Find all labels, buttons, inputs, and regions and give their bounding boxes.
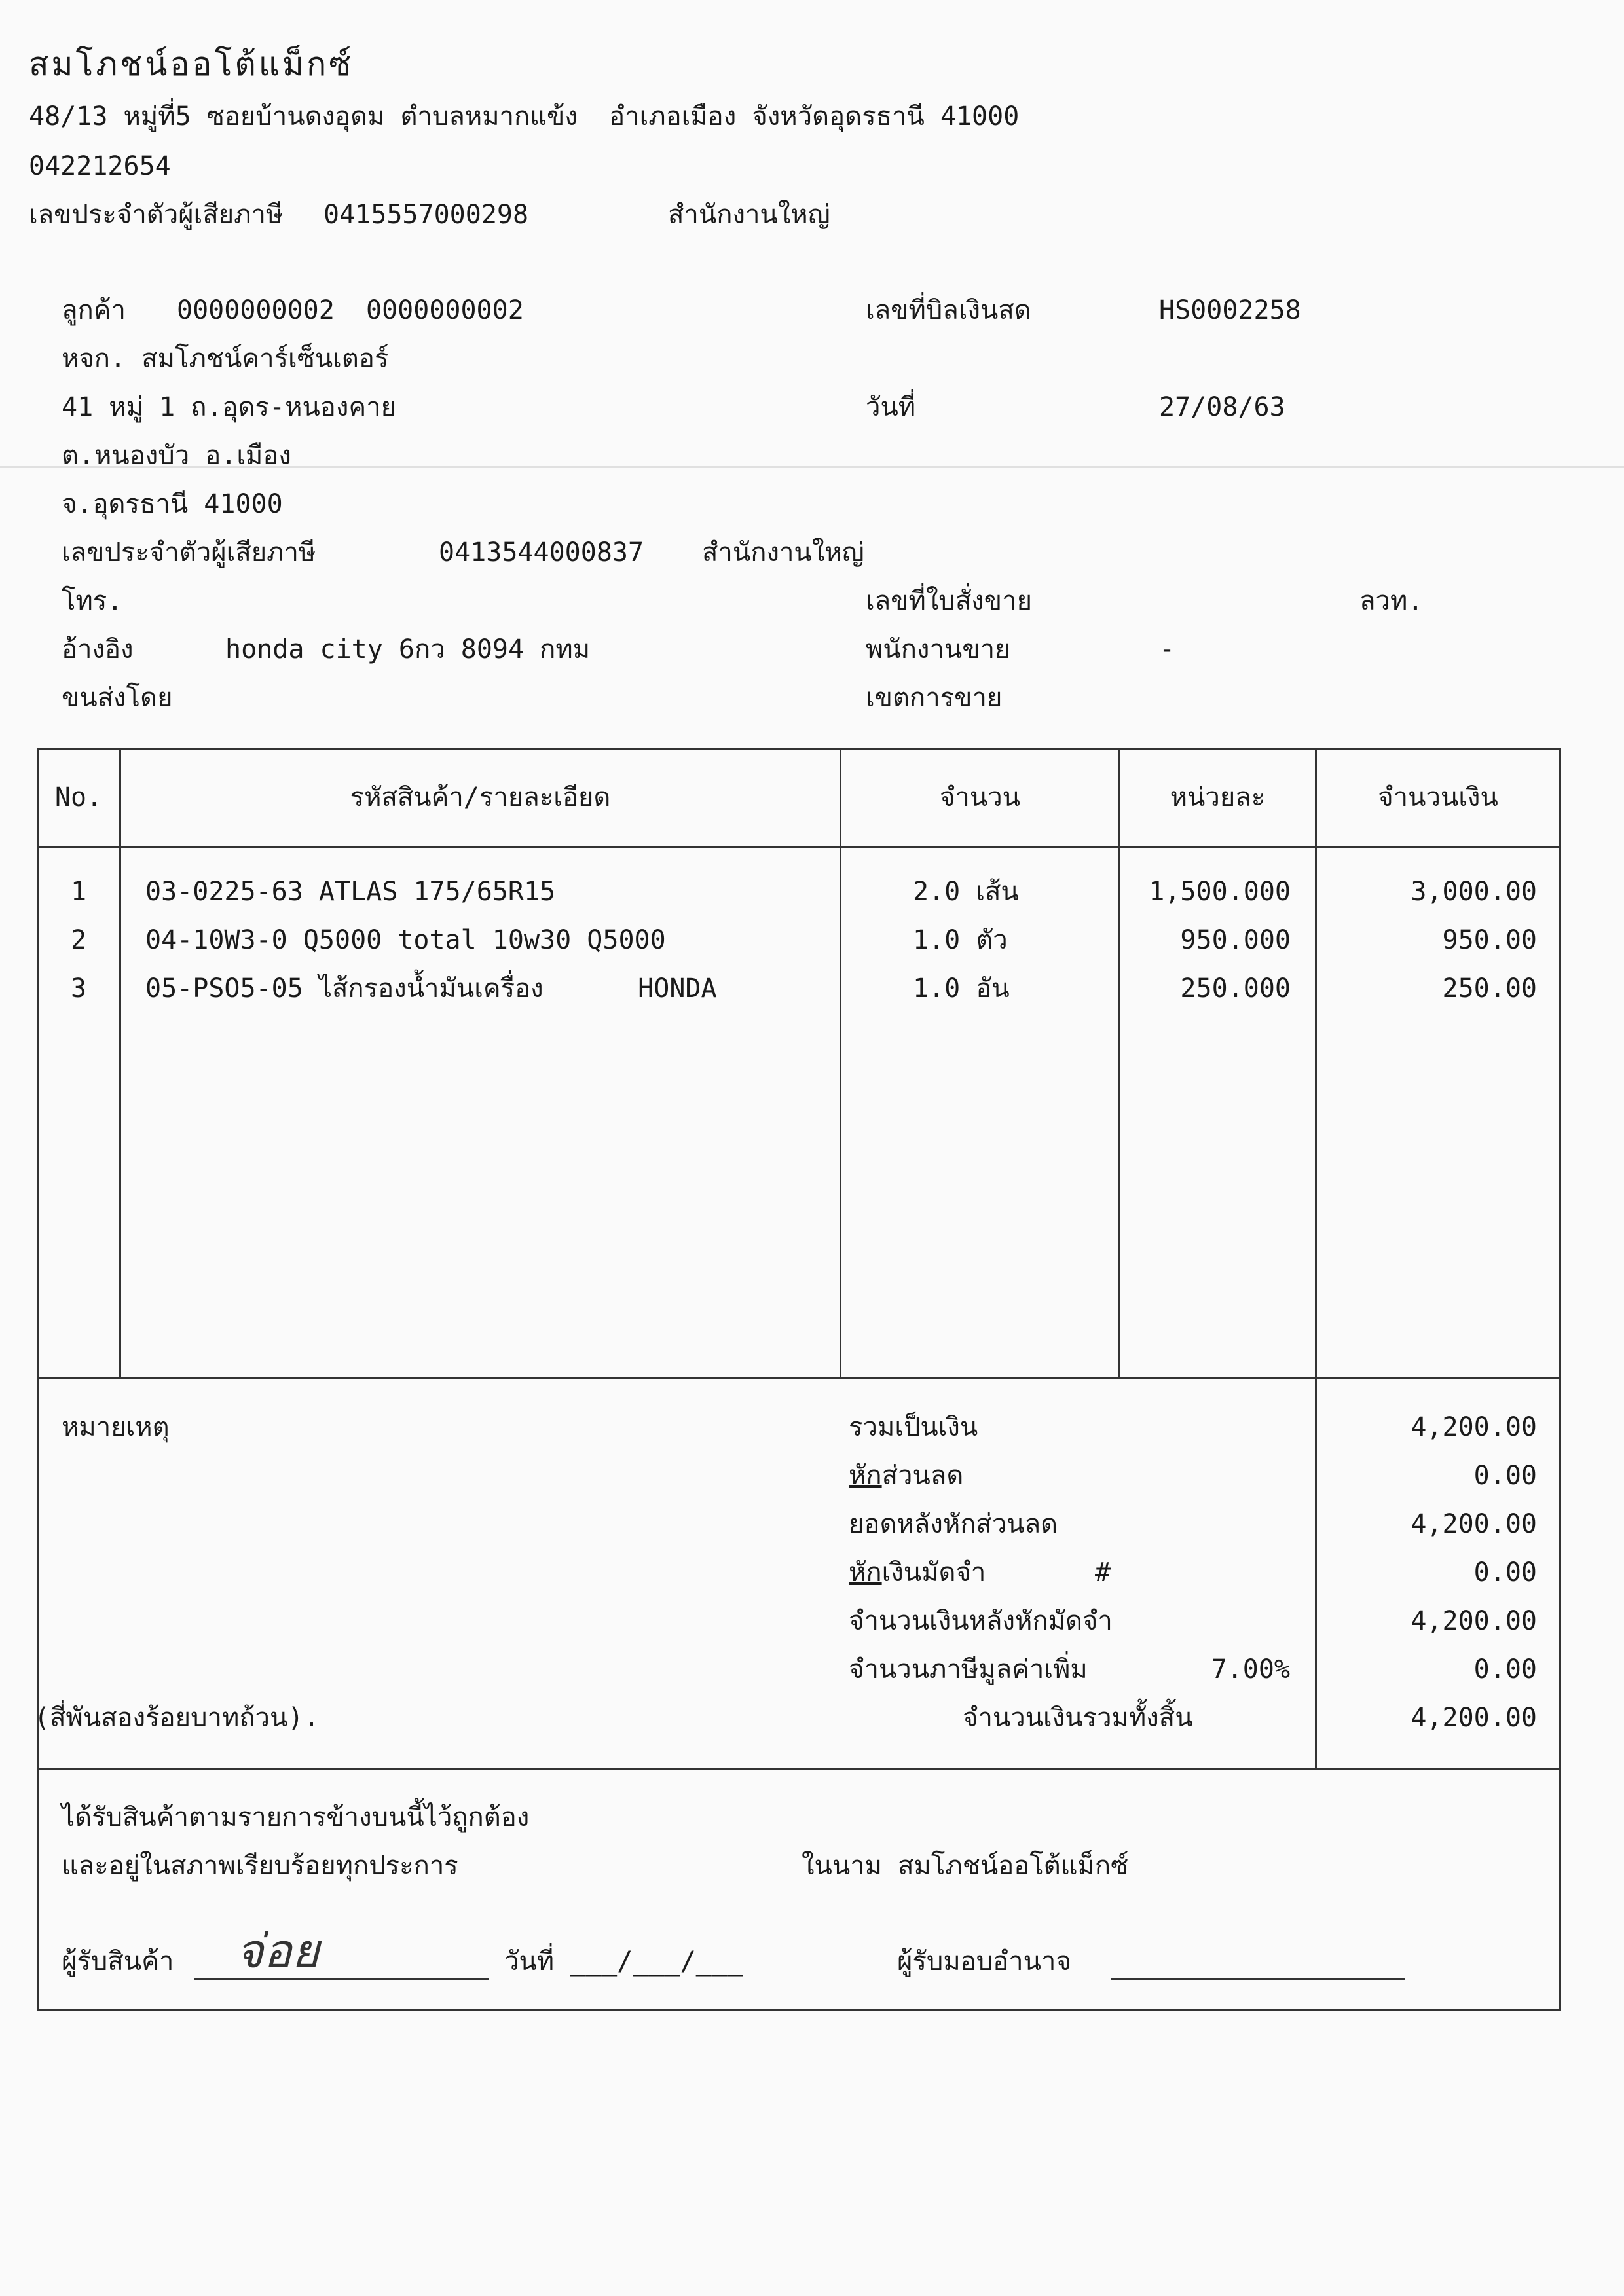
after-discount-label: ยอดหลังหักส่วนลด [849, 1509, 1058, 1539]
receive-date-label: วันที่ [504, 1946, 555, 1977]
summary-bottom [37, 1768, 1561, 1770]
salesperson-label: พนักงานขาย [866, 634, 1010, 665]
row-description: 04-10W3-0 Q5000 total 10w30 Q5000 [145, 925, 666, 955]
company-tax-id: 0415557000298 [323, 200, 529, 230]
col-divider-no [119, 748, 121, 1377]
header-description: รหัสสินค้า/รายละเอียด [350, 782, 611, 812]
header-amount: จำนวนเงิน [1378, 782, 1498, 812]
row-quantity: 1.0 ตัว [913, 925, 1008, 955]
vat-label: จำนวนภาษีมูลค่าเพิ่ม [849, 1654, 1088, 1685]
footer-bottom [37, 2009, 1561, 2011]
authorized-label: ผู้รับมอบอำนาจ [897, 1946, 1071, 1977]
company-branch: สำนักงานใหญ่ [668, 200, 830, 230]
customer-address-line1: 41 หมู่ 1 ถ.อุดร-หนองคาย [62, 392, 397, 422]
table-border-right [1559, 748, 1561, 2011]
sales-order-label: เลขที่ใบสั่งขาย [866, 586, 1033, 616]
table-header-divider [37, 846, 1561, 848]
row-amount: 3,000.00 [1411, 877, 1537, 907]
remark-label: หมายเหตุ [62, 1412, 170, 1442]
bill-number-label: เลขที่บิลเงินสด [866, 295, 1031, 325]
company-name: สมโภชน์ออโต้แม็กซ์ [29, 45, 354, 83]
reference-value: honda city 6กว 8094 กทม [225, 634, 591, 665]
deposit-hash: # [1095, 1558, 1111, 1588]
customer-address-line2: ต.หนองบัว อ.เมือง [62, 441, 291, 471]
subtotal-value: 4,200.00 [1411, 1412, 1537, 1442]
discount-label-deduct: หัก [849, 1461, 882, 1491]
salesperson-value: - [1159, 634, 1175, 665]
row-description: 03-0225-63 ATLAS 175/65R15 [145, 877, 556, 907]
company-phone: 042212654 [29, 151, 171, 181]
customer-label: ลูกค้า [62, 295, 126, 325]
row-no: 3 [70, 974, 87, 1004]
header-quantity: จำนวน [939, 782, 1021, 812]
row-unit-price: 950.000 [1180, 925, 1291, 955]
deposit-label-text: เงินมัดจำ [881, 1558, 986, 1588]
grand-total-label: จำนวนเงินรวมทั้งสิ้น [963, 1703, 1193, 1733]
customer-tax-id-label: เลขประจำตัวผู้เสียภาษี [62, 538, 316, 568]
sales-area-label: เขตการขาย [866, 683, 1003, 713]
row-amount: 950.00 [1442, 925, 1537, 955]
receiver-signature: จ่อย [236, 1923, 320, 1978]
row-description: 05-PSO5-05 ไส้กรองน้ำมันเครื่อง HONDA [145, 974, 717, 1004]
vat-rate: 7.00% [1211, 1654, 1290, 1685]
customer-branch: สำนักงานใหญ่ [702, 538, 864, 568]
subtotal-label: รวมเป็นเงิน [849, 1412, 978, 1442]
bill-number: HS0002258 [1159, 295, 1301, 325]
customer-address-line3: จ.อุดรธานี 41000 [62, 489, 283, 519]
after-deposit-label: จำนวนเงินหลังหักมัดจำ [849, 1606, 1113, 1636]
on-behalf-of: ในนาม สมโภชน์ออโต้แม็กซ์ [802, 1851, 1129, 1881]
table-border-top [37, 748, 1561, 750]
header-no: No. [54, 782, 103, 812]
amount-in-words: (สี่พันสองร้อยบาทถ้วน). [34, 1703, 320, 1733]
customer-phone-label: โทร. [62, 586, 123, 616]
table-body-bottom [37, 1377, 1561, 1379]
row-quantity: 1.0 อัน [913, 974, 1010, 1004]
customer-name: หจก. สมโภชน์คาร์เซ็นเตอร์ [62, 344, 389, 374]
invoice-date-label: วันที่ [866, 392, 916, 422]
invoice-date: 27/08/63 [1159, 392, 1285, 422]
row-no: 2 [70, 925, 87, 955]
shipping-label: ขนส่งโดย [62, 683, 173, 713]
after-deposit-value: 4,200.00 [1411, 1606, 1537, 1636]
receive-date-blank: ___/___/___ [570, 1946, 743, 1977]
customer-codes: 0000000002 0000000002 [177, 295, 524, 325]
discount-value: 0.00 [1473, 1461, 1537, 1491]
company-tax-id-label: เลขประจำตัวผู้เสียภาษี [29, 200, 284, 230]
row-unit-price: 250.000 [1180, 974, 1291, 1004]
row-unit-price: 1,500.000 [1149, 877, 1291, 907]
vat-value: 0.00 [1473, 1654, 1537, 1685]
deposit-label [849, 1556, 986, 1590]
row-no: 1 [70, 877, 87, 907]
header-unit-price: หน่วยละ [1170, 782, 1266, 812]
reference-label: อ้างอิง [62, 634, 134, 665]
deposit-label-deduct: หัก [849, 1558, 882, 1588]
authorized-signature-line [1111, 1978, 1405, 1980]
after-discount-value: 4,200.00 [1411, 1509, 1537, 1539]
sales-order-extra: ลวท. [1359, 586, 1424, 616]
discount-label-text: ส่วนลด [881, 1461, 964, 1491]
row-amount: 250.00 [1442, 974, 1537, 1004]
deposit-value: 0.00 [1473, 1558, 1537, 1588]
company-address: 48/13 หมู่ที่5 ซอยบ้านดงอุดม ตำบลหมากแข้ง อำเภอเมือง จังหวัดอุดรธานี 41000 [29, 101, 1020, 132]
row-quantity: 2.0 เส้น [913, 877, 1019, 907]
grand-total-value: 4,200.00 [1411, 1703, 1537, 1733]
col-divider-qty [1118, 748, 1120, 1377]
col-divider-desc [840, 748, 841, 1377]
receiver-label: ผู้รับสินค้า [62, 1946, 174, 1977]
received-statement-line1: ได้รับสินค้าตามรายการข้างบนนี้ไว้ถูกต้อง [62, 1802, 530, 1832]
received-statement-line2: และอยู่ในสภาพเรียบร้อยทุกประการ [62, 1851, 458, 1881]
discount-label [849, 1459, 963, 1493]
customer-tax-id: 0413544000837 [439, 538, 644, 568]
